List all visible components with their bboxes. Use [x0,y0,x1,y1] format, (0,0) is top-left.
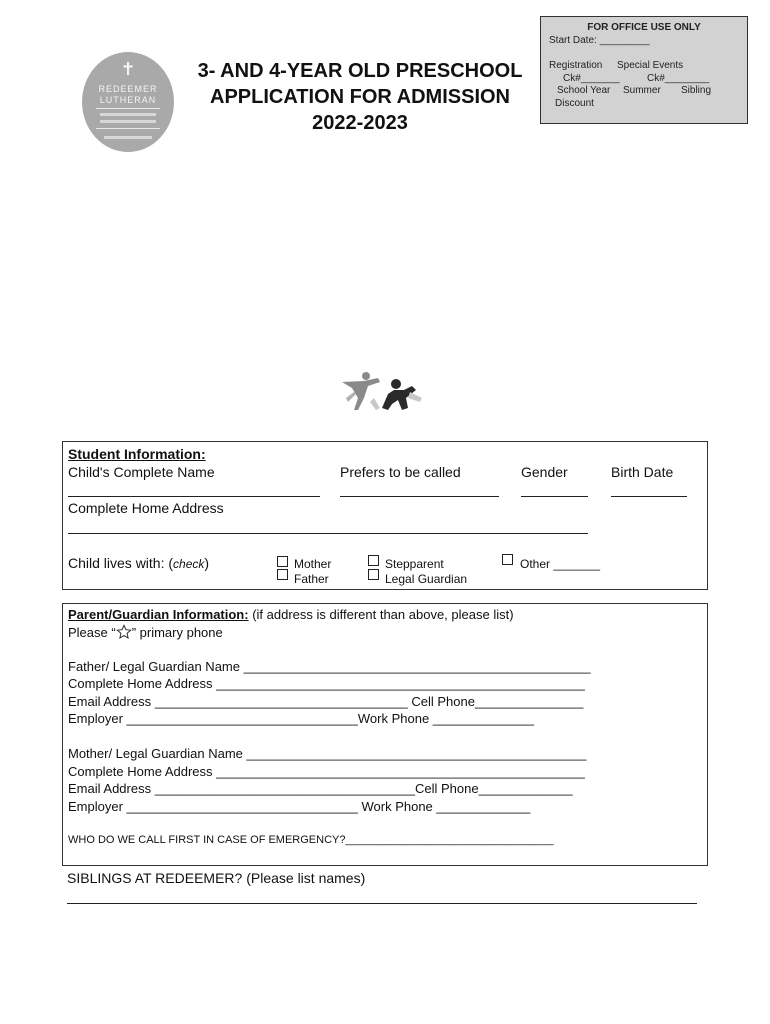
child-name-label: Child's Complete Name [68,464,215,480]
father-name-row[interactable]: Father/ Legal Guardian Name ________________________________________________ [68,659,591,674]
prefers-label: Prefers to be called [340,464,461,480]
logo-divider [96,108,160,109]
parent-guardian-section [62,603,708,866]
lives-with-text: Child lives with: ( [68,555,174,571]
student-information-section [62,441,708,590]
prefers-name-field[interactable] [340,496,499,497]
primary-phone-note-post: ” primary phone [131,625,223,640]
stepparent-checkbox[interactable] [368,555,379,566]
other-checkbox[interactable] [502,554,513,565]
legal-guardian-label: Legal Guardian [385,572,468,586]
father-email-row[interactable]: Email Address ___________________________________ Cell Phone_______________ [68,694,584,709]
mother-label: Mother [294,557,332,571]
star-icon [116,624,132,640]
siblings-label: SIBLINGS AT REDEEMER? (Please list names) [67,870,366,886]
legal-guardian-checkbox[interactable] [368,569,379,580]
father-address-row[interactable]: Complete Home Address ___________________________________________________ [68,676,585,691]
other-label[interactable]: Other _______ [520,557,601,571]
parent-heading: Parent/Guardian Information: [68,607,249,622]
office-heading: FOR OFFICE USE ONLY [587,22,701,33]
logo-fine-text [100,120,156,123]
office-summer: Summer [623,85,661,96]
office-start-date[interactable]: Start Date: _________ [549,35,650,46]
father-checkbox[interactable] [277,569,288,580]
title-line-3: 2022-2023 [312,112,408,134]
home-address-label: Complete Home Address [68,500,224,516]
office-ck-registration[interactable]: Ck#_______ [563,73,620,84]
office-sibling: Sibling [681,85,712,96]
primary-phone-note [68,624,223,640]
parent-heading-row [68,607,514,622]
gender-label: Gender [521,464,568,480]
student-heading: Student Information: [68,446,206,462]
gender-field[interactable] [521,496,588,497]
father-label: Father [294,572,329,586]
logo-divider [96,128,160,129]
mother-name-row[interactable]: Mother/ Legal Guardian Name _______________________________________________ [68,746,587,761]
office-school-year: School Year [557,85,611,96]
logo-fine-text [100,113,156,116]
logo-line-1: REDEEMER [98,84,158,94]
mother-employer-row[interactable]: Employer ________________________________ Work Phone _____________ [68,799,531,814]
office-use-box [540,16,748,124]
home-address-field[interactable] [68,533,588,534]
primary-phone-note-pre: Please “ [68,625,116,640]
lives-with-close: ) [204,555,210,571]
page-title [190,58,530,136]
logo-line-2: LUTHERAN [99,95,157,105]
father-employer-row[interactable]: Employer ________________________________Work Phone ______________ [68,711,535,726]
lives-with-label [68,555,209,571]
title-line-1: 3- AND 4-YEAR OLD PRESCHOOL [197,60,523,82]
office-registration: Registration [549,60,603,71]
birth-date-field[interactable] [611,496,687,497]
mother-address-row[interactable]: Complete Home Address ___________________________________________________ [68,764,585,779]
child-name-field[interactable] [68,496,320,497]
mother-email-row[interactable]: Email Address ____________________________________Cell Phone_____________ [68,781,573,796]
lives-with-check: check [173,557,205,571]
cross-figure-icon: ✝ [120,59,136,79]
emergency-contact-row[interactable]: WHO DO WE CALL FIRST IN CASE OF EMERGENCY?__________________________________ [68,834,554,846]
logo-fine-text [104,136,152,139]
parent-heading-note: (if address is different than above, please list) [248,607,514,622]
birth-date-label: Birth Date [611,464,674,480]
office-ck-events[interactable]: Ck#________ [647,73,710,84]
office-discount: Discount [555,98,594,109]
children-playing-icon [334,368,426,414]
school-logo [82,52,174,152]
office-special-events: Special Events [617,60,684,71]
siblings-field[interactable] [67,903,697,904]
mother-checkbox[interactable] [277,556,288,567]
stepparent-label: Stepparent [385,557,444,571]
title-line-2: APPLICATION FOR ADMISSION [210,86,510,108]
